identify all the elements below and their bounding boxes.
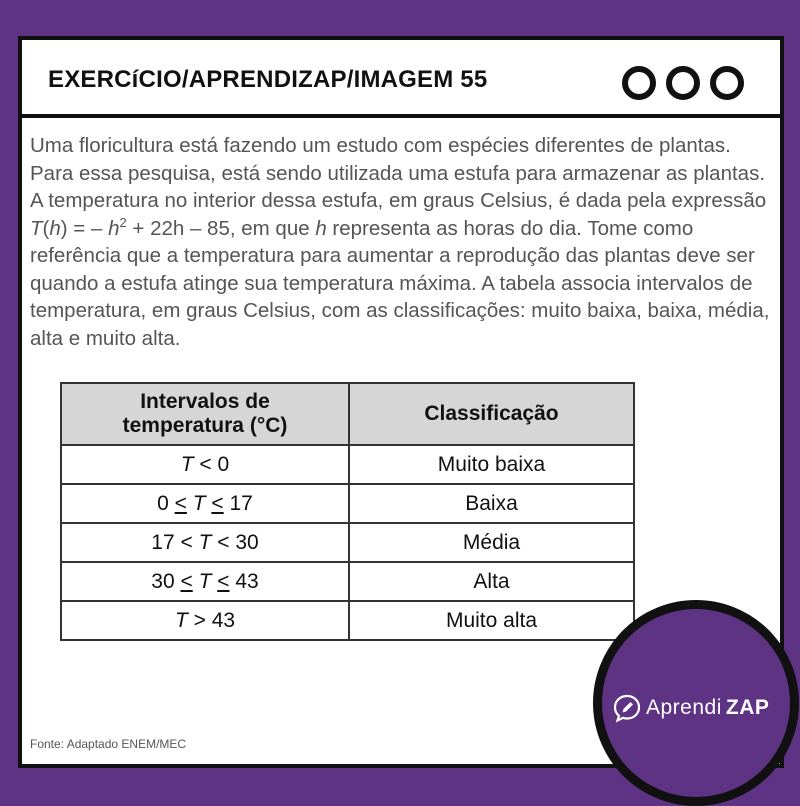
brand-name-part1: Aprendi [646, 696, 722, 719]
interval-cell: 0 < T < 17 [61, 484, 349, 523]
table-row [61, 484, 634, 523]
temperature-table [60, 382, 635, 641]
aprendizap-logo [612, 693, 769, 723]
interval-cell: T > 43 [61, 601, 349, 640]
pencil-speech-bubble-icon [612, 693, 642, 723]
interval-cell: 17 < T < 30 [61, 523, 349, 562]
circle-icon-1 [622, 66, 656, 100]
table-header-row [61, 383, 634, 445]
interval-cell: T < 0 [61, 445, 349, 484]
header-interval: Intervalos de temperatura (°C) [61, 383, 349, 445]
classification-cell: Muito baixa [349, 445, 634, 484]
source-note: Fonte: Adaptado ENEM/MEC [30, 737, 187, 751]
classification-cell: Baixa [349, 484, 634, 523]
table-row [61, 601, 634, 640]
classification-cell: Média [349, 523, 634, 562]
circle-icon-2 [666, 66, 700, 100]
card-title: EXERCíCIO/APRENDIZAP/IMAGEM 55 [48, 66, 488, 93]
table-row [61, 445, 634, 484]
brand-name-part2: ZAP [725, 696, 770, 719]
aprendizap-badge [593, 600, 799, 806]
table-row [61, 523, 634, 562]
table-row [61, 562, 634, 601]
circle-icon-3 [710, 66, 744, 100]
header-classification: Classificação [349, 383, 634, 445]
classification-cell: Alta [349, 562, 634, 601]
question-text: Uma floricultura está fazendo um estudo com espécies diferentes de plantas. Para essa pesquisa, está sendo utilizada uma estufa para armazenar as plantas. A temperatura no interior dessa estufa, em graus Celsius, é dada pela expressão T(h) = – $h^2 + 22h - 85$, em que h representa as horas do dia. Tome como referência que a temperatura para aumentar a reprodução das plantas deve ser quando a estufa atinge sua temperatura máxima. A tabela associa intervalos de temperatura, em graus Celsius, com as classificações: muito baixa, baixa, média, alta e muito alta. [30, 134, 770, 350]
window-controls [622, 66, 744, 100]
interval-cell: 30 < T < 43 [61, 562, 349, 601]
classification-cell: Muito alta [349, 601, 634, 640]
card-header [22, 40, 780, 118]
